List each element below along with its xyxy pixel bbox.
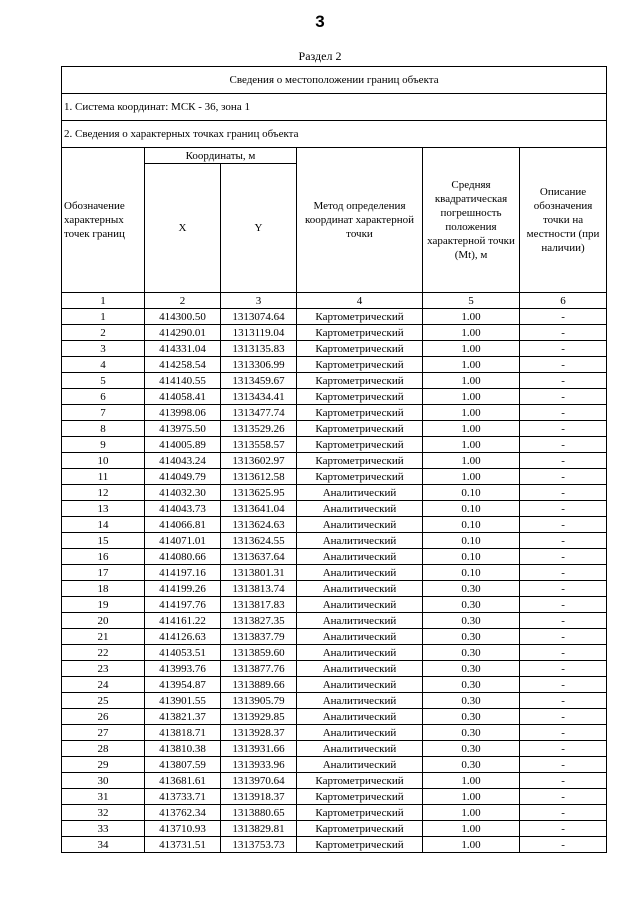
description-cell: - [520, 325, 607, 341]
table-row [62, 757, 607, 773]
table-row [62, 613, 607, 629]
y-coordinate-cell: 1313877.76 [221, 661, 297, 677]
x-coordinate-cell: 413762.34 [145, 805, 221, 821]
x-coordinate-cell: 414258.54 [145, 357, 221, 373]
y-coordinate-cell: 1313477.74 [221, 405, 297, 421]
method-cell: Картометрический [297, 405, 423, 421]
method-cell: Аналитический [297, 533, 423, 549]
method-cell: Аналитический [297, 725, 423, 741]
x-coordinate-cell: 413731.51 [145, 837, 221, 853]
method-cell: Картометрический [297, 389, 423, 405]
table-row [62, 629, 607, 645]
x-coordinate-cell: 413901.55 [145, 693, 221, 709]
table-row [62, 709, 607, 725]
method-cell: Аналитический [297, 645, 423, 661]
description-cell: - [520, 485, 607, 501]
column-number: 4 [297, 293, 423, 309]
error-cell: 0.10 [423, 501, 520, 517]
point-number-cell: 13 [62, 501, 145, 517]
x-coordinate-cell: 413733.71 [145, 789, 221, 805]
y-coordinate-cell: 1313880.65 [221, 805, 297, 821]
y-coordinate-cell: 1313801.31 [221, 565, 297, 581]
x-coordinate-cell: 414197.76 [145, 597, 221, 613]
method-cell: Картометрический [297, 469, 423, 485]
error-cell: 0.30 [423, 709, 520, 725]
method-cell: Картометрический [297, 373, 423, 389]
y-coordinate-cell: 1313459.67 [221, 373, 297, 389]
point-number-cell: 7 [62, 405, 145, 421]
error-cell: 0.30 [423, 597, 520, 613]
y-coordinate-cell: 1313612.58 [221, 469, 297, 485]
x-coordinate-cell: 414197.16 [145, 565, 221, 581]
error-cell: 0.10 [423, 549, 520, 565]
x-coordinate-cell: 413810.38 [145, 741, 221, 757]
description-cell: - [520, 405, 607, 421]
header-coordinates: Координаты, м [145, 148, 297, 164]
table-row [62, 837, 607, 853]
method-cell: Картометрический [297, 805, 423, 821]
x-coordinate-cell: 414126.63 [145, 629, 221, 645]
header-y: Y [221, 164, 297, 293]
x-coordinate-cell: 414290.01 [145, 325, 221, 341]
method-cell: Картометрический [297, 773, 423, 789]
point-number-cell: 22 [62, 645, 145, 661]
x-coordinate-cell: 414043.73 [145, 501, 221, 517]
point-number-cell: 24 [62, 677, 145, 693]
point-number-cell: 27 [62, 725, 145, 741]
description-cell: - [520, 421, 607, 437]
table-row [62, 741, 607, 757]
method-cell: Аналитический [297, 485, 423, 501]
y-coordinate-cell: 1313813.74 [221, 581, 297, 597]
description-cell: - [520, 437, 607, 453]
column-number: 3 [221, 293, 297, 309]
error-cell: 1.00 [423, 805, 520, 821]
y-coordinate-cell: 1313641.04 [221, 501, 297, 517]
point-number-cell: 30 [62, 773, 145, 789]
y-coordinate-cell: 1313135.83 [221, 341, 297, 357]
table-row [62, 405, 607, 421]
y-coordinate-cell: 1313970.64 [221, 773, 297, 789]
x-coordinate-cell: 413681.61 [145, 773, 221, 789]
y-coordinate-cell: 1313602.97 [221, 453, 297, 469]
description-cell: - [520, 469, 607, 485]
description-cell: - [520, 533, 607, 549]
error-cell: 0.10 [423, 533, 520, 549]
y-coordinate-cell: 1313928.37 [221, 725, 297, 741]
y-coordinate-cell: 1313905.79 [221, 693, 297, 709]
description-cell: - [520, 309, 607, 325]
method-cell: Аналитический [297, 757, 423, 773]
x-coordinate-cell: 414140.55 [145, 373, 221, 389]
y-coordinate-cell: 1313929.85 [221, 709, 297, 725]
description-cell: - [520, 357, 607, 373]
error-cell: 1.00 [423, 373, 520, 389]
y-coordinate-cell: 1313624.55 [221, 533, 297, 549]
description-cell: - [520, 725, 607, 741]
error-cell: 1.00 [423, 405, 520, 421]
table-row [62, 341, 607, 357]
method-cell: Аналитический [297, 677, 423, 693]
method-cell: Аналитический [297, 741, 423, 757]
table-row [62, 325, 607, 341]
x-coordinate-cell: 414058.41 [145, 389, 221, 405]
point-number-cell: 19 [62, 597, 145, 613]
point-number-cell: 3 [62, 341, 145, 357]
error-cell: 0.30 [423, 581, 520, 597]
method-cell: Картометрический [297, 421, 423, 437]
y-coordinate-cell: 1313529.26 [221, 421, 297, 437]
description-cell: - [520, 597, 607, 613]
method-cell: Аналитический [297, 629, 423, 645]
table-row [62, 549, 607, 565]
error-cell: 0.30 [423, 741, 520, 757]
table-row [62, 453, 607, 469]
method-cell: Аналитический [297, 693, 423, 709]
y-coordinate-cell: 1313829.81 [221, 821, 297, 837]
description-cell: - [520, 837, 607, 853]
y-coordinate-cell: 1313827.35 [221, 613, 297, 629]
method-cell: Картометрический [297, 821, 423, 837]
y-coordinate-cell: 1313753.73 [221, 837, 297, 853]
table-row [62, 789, 607, 805]
method-cell: Картометрический [297, 437, 423, 453]
y-coordinate-cell: 1313306.99 [221, 357, 297, 373]
method-cell: Картометрический [297, 357, 423, 373]
description-cell: - [520, 709, 607, 725]
y-coordinate-cell: 1313817.83 [221, 597, 297, 613]
method-cell: Картометрический [297, 309, 423, 325]
method-cell: Аналитический [297, 565, 423, 581]
y-coordinate-cell: 1313558.57 [221, 437, 297, 453]
coordinate-system: 1. Система координат: МСК - 36, зона 1 [62, 94, 607, 121]
table-row [62, 725, 607, 741]
description-cell: - [520, 549, 607, 565]
table-row [62, 597, 607, 613]
error-cell: 0.30 [423, 661, 520, 677]
x-coordinate-cell: 413807.59 [145, 757, 221, 773]
description-cell: - [520, 453, 607, 469]
error-cell: 1.00 [423, 389, 520, 405]
method-cell: Аналитический [297, 709, 423, 725]
description-cell: - [520, 677, 607, 693]
x-coordinate-cell: 414066.81 [145, 517, 221, 533]
x-coordinate-cell: 414071.01 [145, 533, 221, 549]
point-number-cell: 33 [62, 821, 145, 837]
point-number-cell: 5 [62, 373, 145, 389]
column-number: 1 [62, 293, 145, 309]
boundary-points-table [61, 66, 607, 853]
description-cell: - [520, 389, 607, 405]
point-number-cell: 10 [62, 453, 145, 469]
table-row [62, 373, 607, 389]
x-coordinate-cell: 413818.71 [145, 725, 221, 741]
method-cell: Картометрический [297, 341, 423, 357]
y-coordinate-cell: 1313889.66 [221, 677, 297, 693]
error-cell: 1.00 [423, 325, 520, 341]
column-number: 2 [145, 293, 221, 309]
table-row [62, 437, 607, 453]
table-row [62, 645, 607, 661]
description-cell: - [520, 517, 607, 533]
method-cell: Картометрический [297, 325, 423, 341]
description-cell: - [520, 581, 607, 597]
error-cell: 0.30 [423, 693, 520, 709]
description-cell: - [520, 565, 607, 581]
header-designation: Обозначение характерных точек границ [62, 148, 145, 293]
error-cell: 0.30 [423, 757, 520, 773]
table-row [62, 357, 607, 373]
point-number-cell: 4 [62, 357, 145, 373]
error-cell: 1.00 [423, 453, 520, 469]
x-coordinate-cell: 413998.06 [145, 405, 221, 421]
description-cell: - [520, 373, 607, 389]
y-coordinate-cell: 1313931.66 [221, 741, 297, 757]
x-coordinate-cell: 414053.51 [145, 645, 221, 661]
points-section-title: 2. Сведения о характерных точках границ объекта [62, 121, 607, 148]
table-row [62, 677, 607, 693]
y-coordinate-cell: 1313624.63 [221, 517, 297, 533]
table-row [62, 485, 607, 501]
description-cell: - [520, 613, 607, 629]
error-cell: 1.00 [423, 309, 520, 325]
x-coordinate-cell: 413954.87 [145, 677, 221, 693]
description-cell: - [520, 693, 607, 709]
method-cell: Аналитический [297, 581, 423, 597]
page-number: 3 [315, 12, 325, 31]
error-cell: 1.00 [423, 469, 520, 485]
header-method: Метод определения координат характерной точки [297, 148, 423, 293]
point-number-cell: 9 [62, 437, 145, 453]
column-number: 5 [423, 293, 520, 309]
error-cell: 1.00 [423, 437, 520, 453]
error-cell: 0.30 [423, 677, 520, 693]
x-coordinate-cell: 414199.26 [145, 581, 221, 597]
point-number-cell: 1 [62, 309, 145, 325]
description-cell: - [520, 341, 607, 357]
column-numbers-row [62, 293, 607, 309]
y-coordinate-cell: 1313637.64 [221, 549, 297, 565]
point-number-cell: 26 [62, 709, 145, 725]
point-number-cell: 17 [62, 565, 145, 581]
point-number-cell: 29 [62, 757, 145, 773]
table-row [62, 581, 607, 597]
error-cell: 0.10 [423, 517, 520, 533]
point-number-cell: 25 [62, 693, 145, 709]
table-row [62, 501, 607, 517]
point-number-cell: 12 [62, 485, 145, 501]
error-cell: 1.00 [423, 773, 520, 789]
point-number-cell: 11 [62, 469, 145, 485]
error-cell: 0.30 [423, 645, 520, 661]
y-coordinate-cell: 1313625.95 [221, 485, 297, 501]
error-cell: 1.00 [423, 421, 520, 437]
point-number-cell: 15 [62, 533, 145, 549]
table-row [62, 389, 607, 405]
y-coordinate-cell: 1313434.41 [221, 389, 297, 405]
point-number-cell: 2 [62, 325, 145, 341]
point-number-cell: 32 [62, 805, 145, 821]
point-number-cell: 6 [62, 389, 145, 405]
method-cell: Картометрический [297, 837, 423, 853]
point-number-cell: 20 [62, 613, 145, 629]
y-coordinate-cell: 1313119.04 [221, 325, 297, 341]
error-cell: 0.30 [423, 613, 520, 629]
error-cell: 1.00 [423, 789, 520, 805]
description-cell: - [520, 629, 607, 645]
x-coordinate-cell: 413821.37 [145, 709, 221, 725]
table-row [62, 661, 607, 677]
error-cell: 0.10 [423, 565, 520, 581]
description-cell: - [520, 773, 607, 789]
method-cell: Аналитический [297, 549, 423, 565]
x-coordinate-cell: 414080.66 [145, 549, 221, 565]
table-row [62, 517, 607, 533]
error-cell: 0.10 [423, 485, 520, 501]
x-coordinate-cell: 414300.50 [145, 309, 221, 325]
error-cell: 1.00 [423, 357, 520, 373]
description-cell: - [520, 757, 607, 773]
point-number-cell: 8 [62, 421, 145, 437]
y-coordinate-cell: 1313859.60 [221, 645, 297, 661]
error-cell: 0.30 [423, 629, 520, 645]
table-row [62, 773, 607, 789]
table-row [62, 565, 607, 581]
point-number-cell: 28 [62, 741, 145, 757]
y-coordinate-cell: 1313074.64 [221, 309, 297, 325]
x-coordinate-cell: 414161.22 [145, 613, 221, 629]
table-row [62, 469, 607, 485]
method-cell: Картометрический [297, 453, 423, 469]
error-cell: 1.00 [423, 821, 520, 837]
column-number: 6 [520, 293, 607, 309]
table-title: Сведения о местоположении границ объекта [62, 67, 607, 94]
x-coordinate-cell: 414043.24 [145, 453, 221, 469]
description-cell: - [520, 645, 607, 661]
method-cell: Картометрический [297, 789, 423, 805]
error-cell: 1.00 [423, 837, 520, 853]
point-number-cell: 18 [62, 581, 145, 597]
description-cell: - [520, 805, 607, 821]
error-cell: 1.00 [423, 341, 520, 357]
method-cell: Аналитический [297, 501, 423, 517]
header-x: X [145, 164, 221, 293]
point-number-cell: 34 [62, 837, 145, 853]
point-number-cell: 16 [62, 549, 145, 565]
point-number-cell: 14 [62, 517, 145, 533]
description-cell: - [520, 661, 607, 677]
x-coordinate-cell: 414331.04 [145, 341, 221, 357]
method-cell: Аналитический [297, 597, 423, 613]
x-coordinate-cell: 414049.79 [145, 469, 221, 485]
method-cell: Аналитический [297, 517, 423, 533]
y-coordinate-cell: 1313933.96 [221, 757, 297, 773]
y-coordinate-cell: 1313837.79 [221, 629, 297, 645]
table-row [62, 693, 607, 709]
table-row [62, 821, 607, 837]
point-number-cell: 23 [62, 661, 145, 677]
description-cell: - [520, 741, 607, 757]
x-coordinate-cell: 414005.89 [145, 437, 221, 453]
point-number-cell: 31 [62, 789, 145, 805]
header-error: Средняя квадратическая погрешность положения характерной точки (Mt), м [423, 148, 520, 293]
table-row [62, 421, 607, 437]
x-coordinate-cell: 413993.76 [145, 661, 221, 677]
header-description: Описание обозначения точки на местности (при наличии) [520, 148, 607, 293]
y-coordinate-cell: 1313918.37 [221, 789, 297, 805]
error-cell: 0.30 [423, 725, 520, 741]
method-cell: Аналитический [297, 613, 423, 629]
table-row [62, 805, 607, 821]
table-row [62, 533, 607, 549]
x-coordinate-cell: 413975.50 [145, 421, 221, 437]
x-coordinate-cell: 414032.30 [145, 485, 221, 501]
description-cell: - [520, 789, 607, 805]
section-title: Раздел 2 [298, 49, 342, 63]
description-cell: - [520, 501, 607, 517]
table-row [62, 309, 607, 325]
point-number-cell: 21 [62, 629, 145, 645]
method-cell: Аналитический [297, 661, 423, 677]
x-coordinate-cell: 413710.93 [145, 821, 221, 837]
description-cell: - [520, 821, 607, 837]
